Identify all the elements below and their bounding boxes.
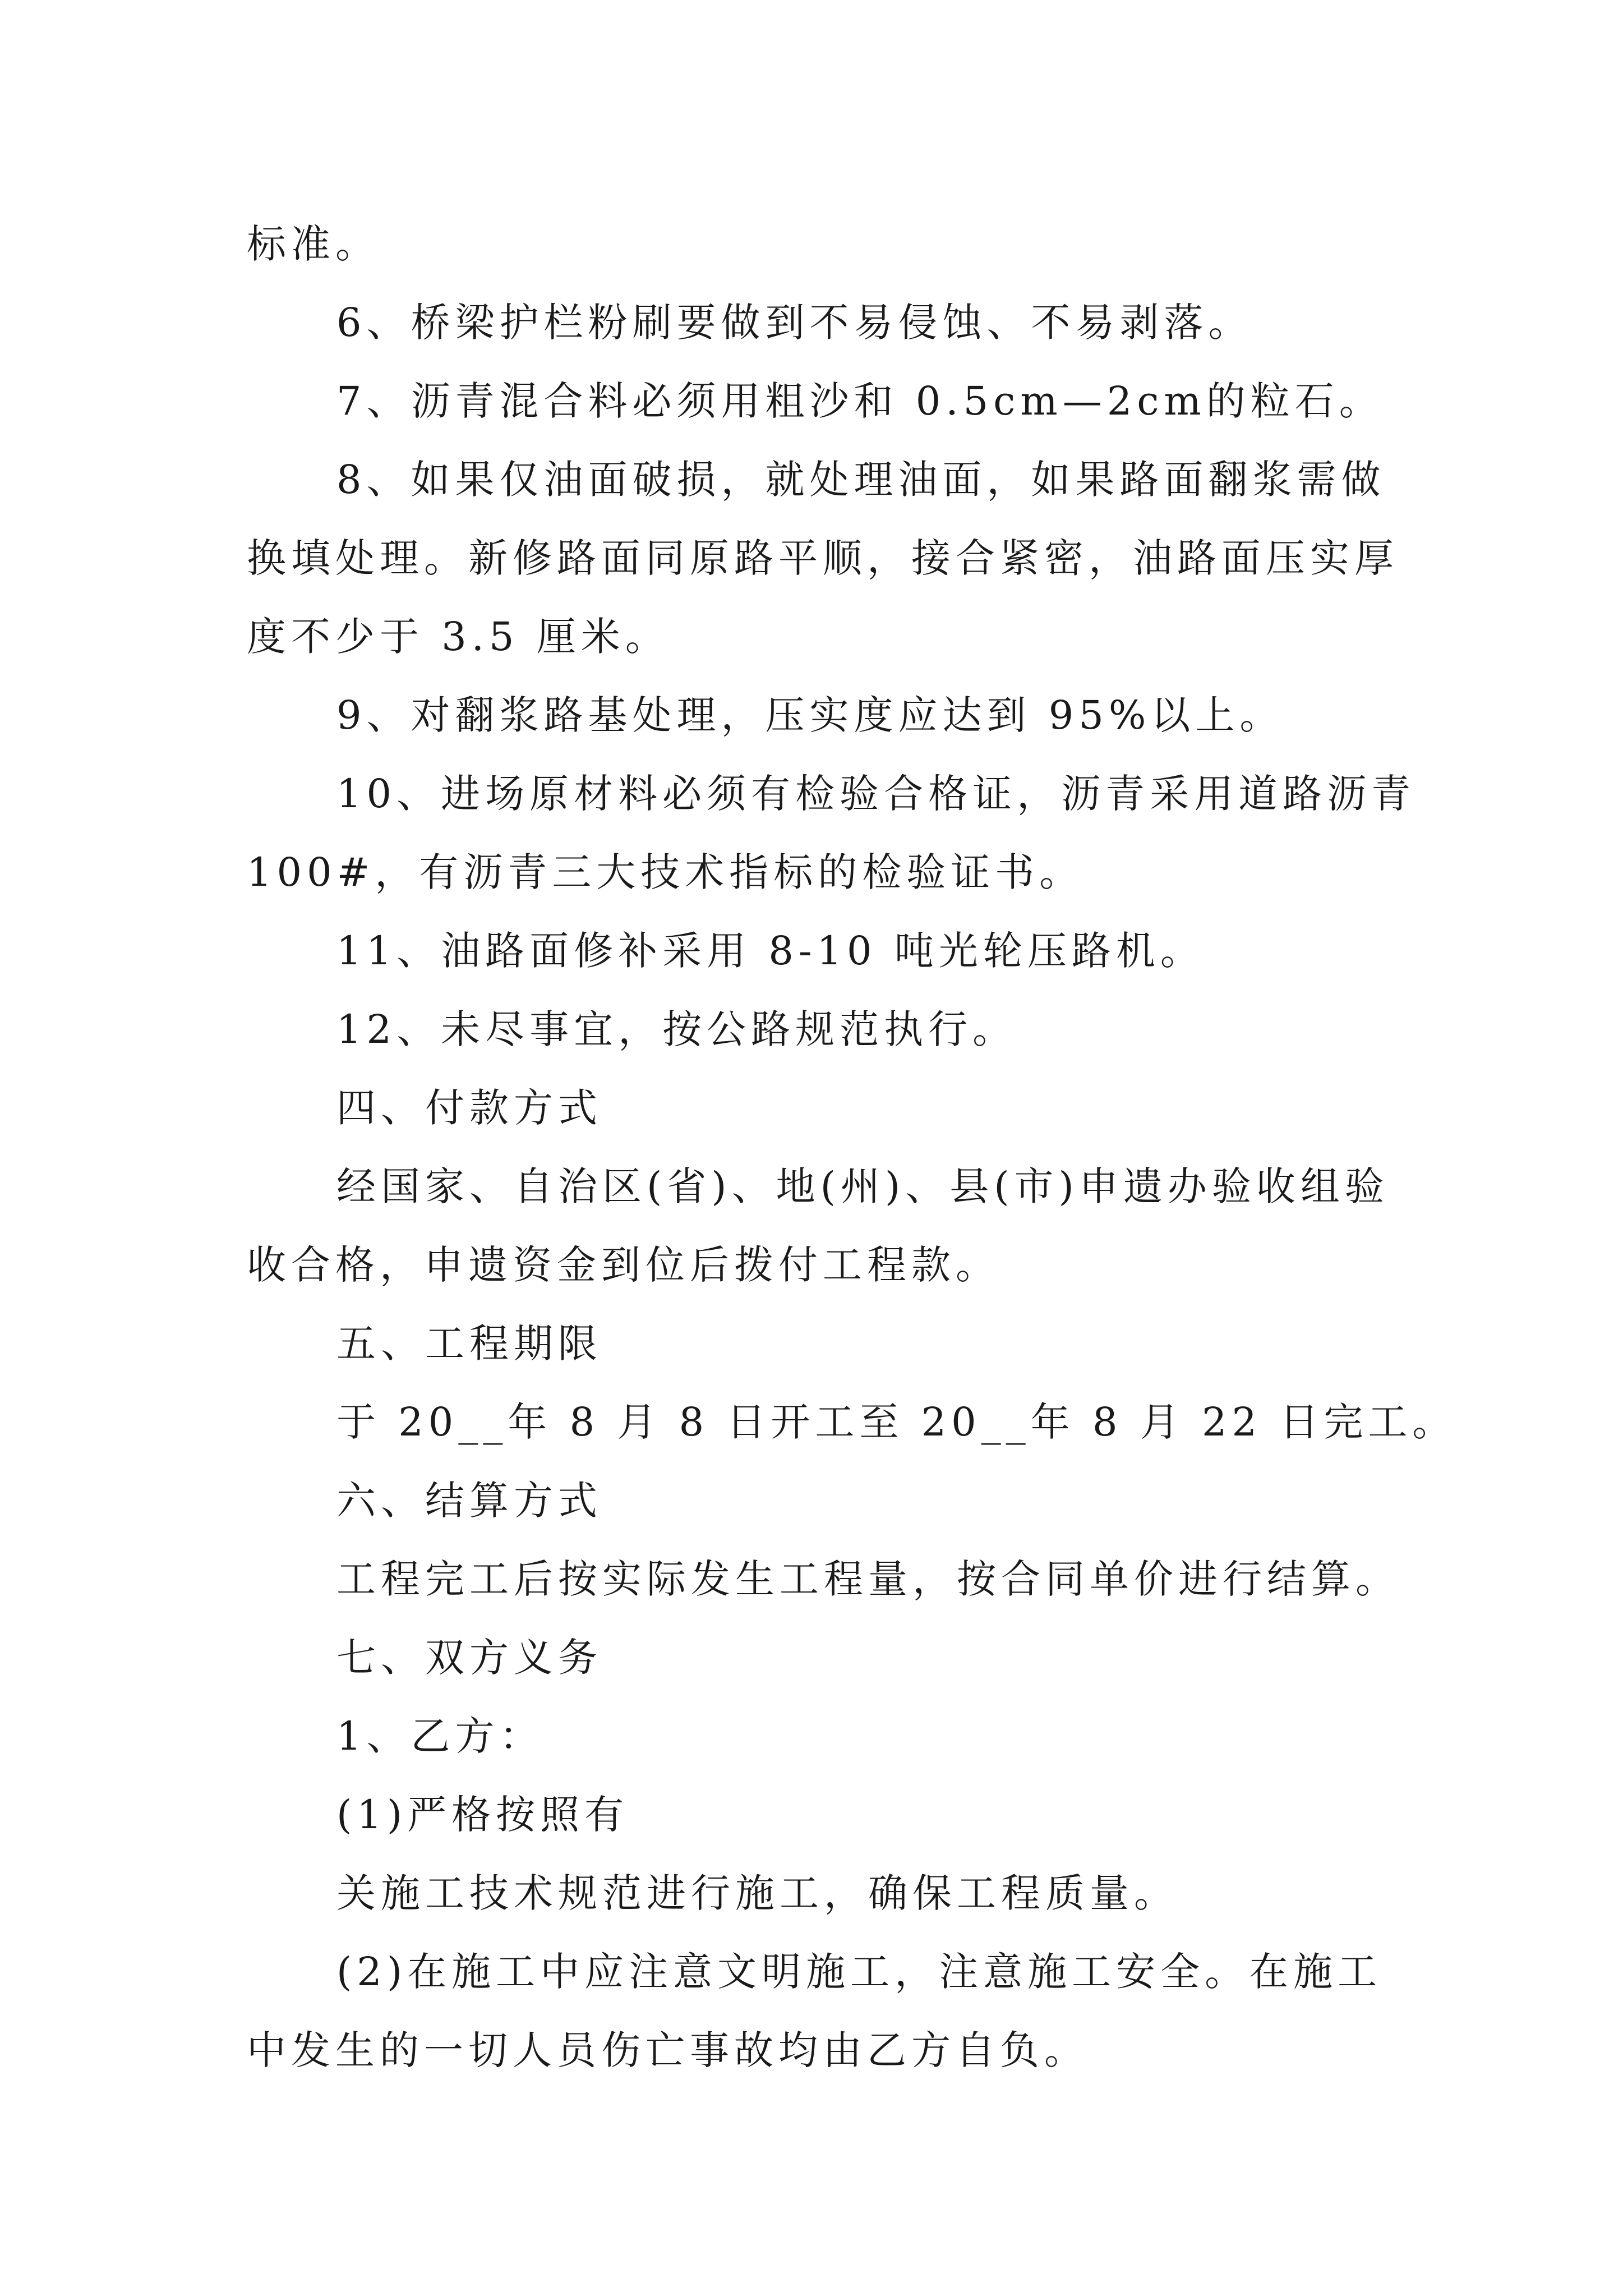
text-line-1: 标准。 bbox=[247, 221, 380, 267]
text-line-8: 10、进场原材料必须有检验合格证，沥青采用道路沥青 bbox=[336, 771, 1416, 817]
text-line-11: 12、未尽事宜，按公路规范执行。 bbox=[336, 1006, 1017, 1052]
text-line-7: 9、对翻浆路基处理，压实度应达到 95%以上。 bbox=[336, 692, 1284, 738]
text-line-24: 中发生的一切人员伤亡事故均由乙方自负。 bbox=[247, 2027, 1089, 2073]
text-line-21: (1)严格按照有 bbox=[336, 1792, 629, 1838]
text-line-5: 换填处理。新修路面同原路平顺，接合紧密，油路面压实厚 bbox=[247, 535, 1399, 581]
section-heading-payment: 四、付款方式 bbox=[336, 1085, 602, 1131]
text-line-16: 于 20__年 8 月 8 日开工至 20__年 8 月 22 日完工。 bbox=[336, 1399, 1457, 1445]
text-line-13: 经国家、自治区(省)、地(州)、县(市)申遗办验收组验 bbox=[336, 1163, 1389, 1209]
section-heading-obligations: 七、双方义务 bbox=[336, 1635, 602, 1681]
text-line-9: 100#，有沥青三大技术指标的检验证书。 bbox=[247, 849, 1084, 895]
text-line-14: 收合格，申遗资金到位后拨付工程款。 bbox=[247, 1242, 1000, 1288]
text-line-10: 11、油路面修补采用 8-10 吨光轮压路机。 bbox=[336, 928, 1205, 974]
text-line-20: 1、乙方： bbox=[336, 1713, 544, 1759]
text-line-23: (2)在施工中应注意文明施工，注意施工安全。在施工 bbox=[336, 1949, 1382, 1995]
text-line-2: 6、桥梁护栏粉刷要做到不易侵蚀、不易剥落。 bbox=[336, 300, 1253, 346]
text-line-22: 关施工技术规范进行施工，确保工程质量。 bbox=[336, 1870, 1178, 1916]
section-heading-settlement: 六、结算方式 bbox=[336, 1478, 602, 1524]
text-line-6: 度不少于 3.5 厘米。 bbox=[247, 614, 670, 660]
text-line-4: 8、如果仅油面破损，就处理油面，如果路面翻浆需做 bbox=[336, 457, 1386, 503]
section-heading-period: 五、工程期限 bbox=[336, 1320, 602, 1366]
text-line-3: 7、沥青混合料必须用粗沙和 0.5cm—2cm的粒石。 bbox=[336, 378, 1384, 424]
text-line-18: 工程完工后按实际发生工程量，按合同单价进行结算。 bbox=[336, 1556, 1400, 1602]
